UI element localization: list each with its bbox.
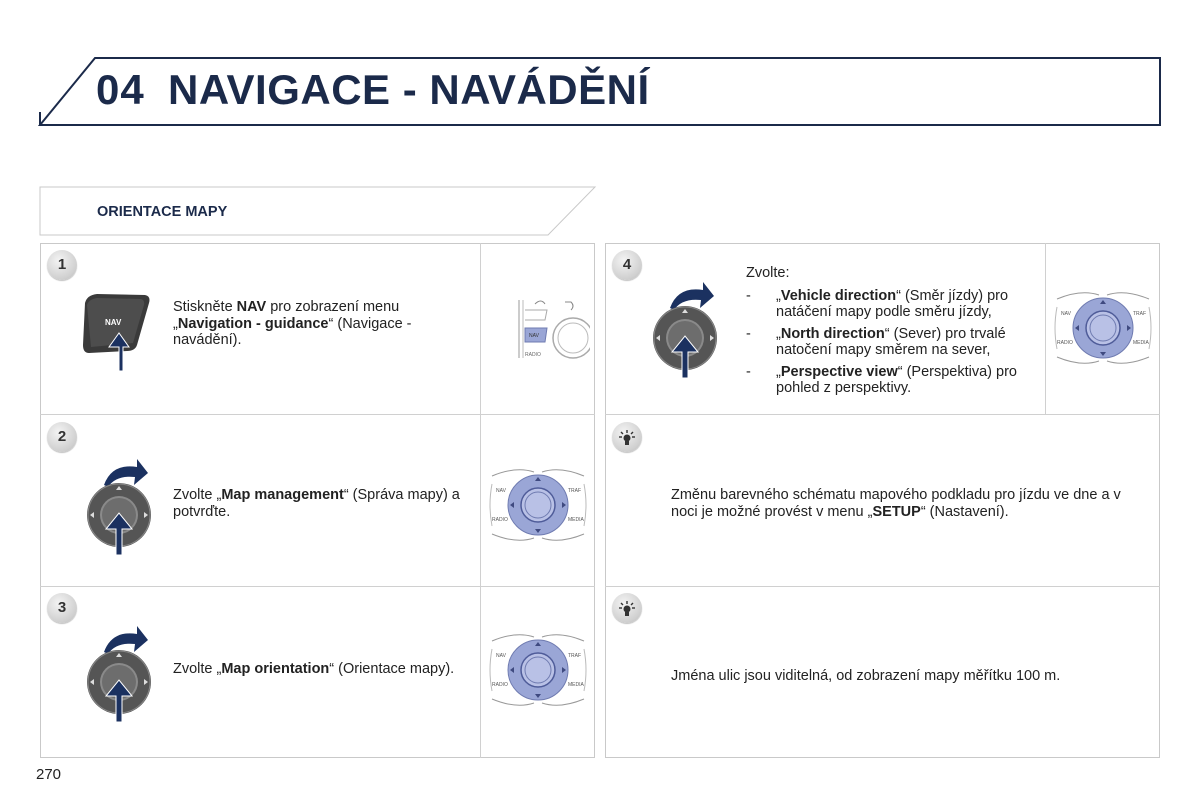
svg-text:MEDIA: MEDIA — [1133, 340, 1149, 346]
chapter-number: 04 — [96, 66, 145, 113]
step-badge-1: 1 — [47, 250, 77, 280]
column-divider — [480, 243, 481, 758]
svg-text:RADIO: RADIO — [492, 517, 508, 523]
tip-badge — [612, 593, 642, 623]
option-perspective-view: - „Perspective view“ (Perspektiva) pro pohled z perspektivy. — [746, 363, 1017, 396]
step-1-text: Stiskněte NAV pro zobrazení menu „Navigation - guidance“ (Navigace - navádění). — [173, 299, 412, 348]
column-divider — [1045, 243, 1046, 414]
svg-text:NAV: NAV — [496, 488, 506, 494]
svg-text:RADIO: RADIO — [492, 682, 508, 688]
row-divider — [605, 414, 1160, 415]
step-4-intro: Zvolte: — [746, 265, 790, 281]
controller-panel-icon — [486, 629, 590, 711]
controller-panel-icon — [1051, 287, 1155, 369]
section-tab-frame — [0, 0, 1200, 260]
step-3-text: Zvolte „Map orientation“ (Orientace mapy). — [173, 661, 455, 677]
svg-text:MEDIA: MEDIA — [568, 517, 584, 523]
radio-panel-nav-icon — [505, 290, 590, 370]
tip-2-text: Jména ulic jsou viditelná, od zobrazení mapy měřítku 100 m. — [671, 668, 1061, 684]
step-badge-3: 3 — [47, 593, 77, 623]
row-divider — [605, 586, 1160, 587]
rotary-knob-press-icon — [648, 278, 728, 383]
svg-text:MEDIA: MEDIA — [568, 682, 584, 688]
svg-text:TRAF: TRAF — [568, 653, 582, 659]
controller-panel-icon — [486, 464, 590, 546]
tip-1-text: Změnu barevného schématu mapového podkladu pro jízdu ve dne a v noci je možné provést v menu „SETUP“ (Nastavení). — [671, 487, 1121, 520]
step-badge-2: 2 — [47, 422, 77, 452]
svg-text:TRAF: TRAF — [1133, 311, 1147, 317]
option-vehicle-direction: - „Vehicle direction“ (Směr jízdy) pro natáčení mapy podle směru jízdy, — [746, 287, 1009, 320]
step-badge-4: 4 — [612, 250, 642, 280]
option-north-direction: - „North direction“ (Sever) pro trvalé natočení mapy směrem na sever, — [746, 325, 1006, 358]
chapter-title: NAVIGACE - NAVÁDĚNÍ — [168, 66, 650, 113]
svg-text:RADIO: RADIO — [1057, 340, 1073, 346]
nav-button-press-icon — [75, 275, 165, 375]
svg-text:RADIO: RADIO — [525, 352, 541, 358]
step-4-text — [746, 265, 1038, 397]
row-divider — [40, 414, 595, 415]
svg-text:NAV: NAV — [529, 333, 539, 339]
lightbulb-icon — [612, 422, 642, 452]
page-number: 270 — [36, 766, 62, 783]
row-divider — [40, 586, 595, 587]
step-2-text: Zvolte „Map management“ (Správa mapy) a potvrďte. — [173, 487, 460, 520]
svg-text:NAV: NAV — [1061, 311, 1071, 317]
rotary-knob-press-icon — [82, 455, 162, 560]
section-title: ORIENTACE MAPY — [97, 204, 228, 220]
tip-badge — [612, 422, 642, 452]
rotary-knob-press-icon — [82, 622, 162, 727]
svg-text:TRAF: TRAF — [568, 488, 582, 494]
lightbulb-icon — [612, 593, 642, 623]
nav-button-label: NAV — [105, 318, 122, 327]
svg-text:NAV: NAV — [496, 653, 506, 659]
